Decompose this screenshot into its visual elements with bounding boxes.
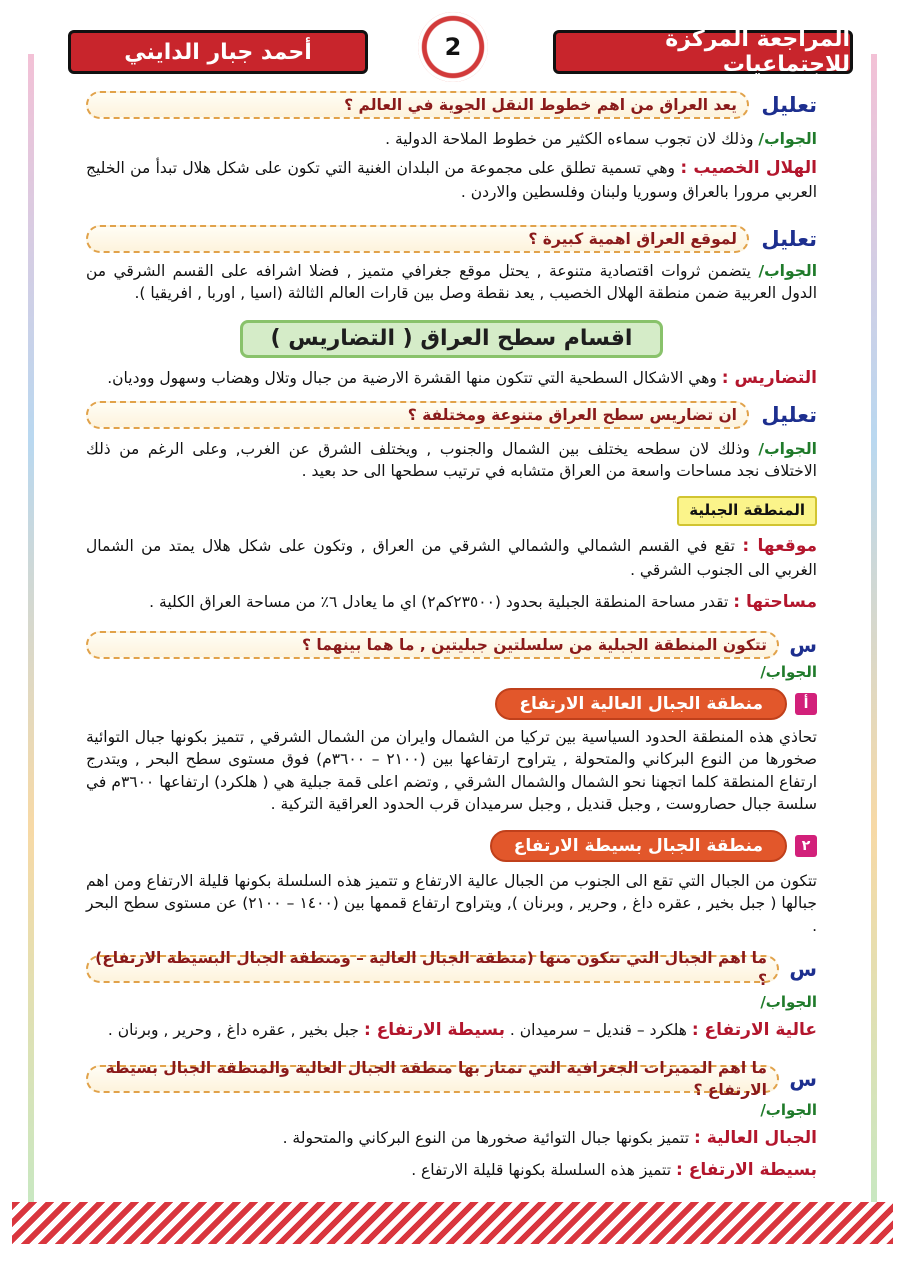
definition-text: وهي تسمية تطلق على مجموعة من البلدان الغنية التي تكون على شكل هلال تبدأ من الخليج العربي مرورا بالعراق وسوريا ولبنان وفلسطين والاردن .: [86, 159, 817, 201]
question-tag: س: [789, 1066, 817, 1091]
question-tag: تعليل: [761, 226, 817, 251]
high-label: عالية الارتفاع :: [691, 1020, 817, 1040]
decorative-stripes: [12, 1202, 893, 1244]
question-text: ما اهم المميزات الجغرافية التي تمتاز بها منطقة الجبال العالية والمنطقة الجبال بسيطة الارتفاع ؟: [86, 1065, 779, 1093]
subsection-header: [86, 688, 817, 720]
answer-label: الجواب/: [760, 1101, 817, 1119]
location-label: موقعها :: [742, 536, 817, 556]
answer: [86, 128, 817, 150]
definition: [86, 156, 817, 203]
question-tag: س: [789, 632, 817, 657]
question-text: ما اهم الجبال التي تتكون منها (منطقة الجبال العالية – ومنطقة الجبال البسيطة الارتفاع) ؟: [86, 955, 779, 983]
definition-label: الهلال الخصيب :: [680, 158, 817, 178]
header-title: المراجعة المركزة للاجتماعيات: [553, 30, 853, 74]
question-tag: س: [789, 956, 817, 981]
page-number-badge: 2: [418, 12, 488, 82]
answer-label: الجواب/: [760, 993, 817, 1011]
answer-label: الجواب/: [758, 262, 818, 280]
subsection-header: [86, 830, 817, 862]
question-row: [86, 1058, 817, 1099]
header-author: أحمد جبار الدايني: [68, 30, 368, 74]
question-text: تتكون المنطقة الجبلية من سلسلتين جبليتين , ما هما بينهما ؟: [86, 631, 779, 659]
answer-text: وذلك لان سطحه يختلف بين الشمال والجنوب , ويختلف الشرق عن الغرب, وعلى الرغم من ذلك الاختلاف نجد مساحات واسعة من العراق متشابه في ترتيب سطحها الى حد بعيد .: [86, 440, 817, 481]
answer-item: [86, 1126, 817, 1151]
answer-label: الجواب/: [760, 663, 817, 681]
definition-text: وهي الاشكال السطحية التي تتكون منها القشرة الارضية من جبال وتلال وهضاب وسهول ووديان.: [107, 369, 717, 387]
area-text: تقدر مساحة المنطقة الجبلية بحدود (٢٣٥٠٠كم٢) اي ما يعادل ٦٪ من مساحة العراق الكلية .: [149, 593, 729, 611]
section-banner-wrap: [86, 320, 817, 358]
question-row: [86, 88, 817, 122]
subsection-number: ٢: [795, 835, 817, 857]
question-row: [86, 222, 817, 256]
low-label: بسيطة الارتفاع :: [675, 1160, 817, 1180]
definition-label: التضاريس :: [721, 368, 817, 388]
decorative-border-right: [871, 54, 877, 1214]
low-text: جبل بخير , عقره داغ , وحرير , وبرنان .: [107, 1021, 359, 1039]
answer: [86, 260, 817, 305]
question-row: [86, 628, 817, 662]
decorative-border-left: [28, 54, 34, 1214]
question-text: يعد العراق من اهم خطوط النقل الجوية في العالم ؟: [86, 91, 749, 119]
subsection-text: تحاذي هذه المنطقة الحدود السياسية بين تركيا من الشمال وايران من الشمال الشرقي , تتميز بكونها جبال التوائية صخورها من النوع البركاني والمتحولة , يتراوح ارتفاعها بين (٢١٠٠ – ٣٦٠٠م) فوق مستوى سطح البحر , ويتدرج ارتفاع المنطقة كلما اتجهنا نحو الشمال والشمال الشرقي , وتضم اعلى قمة جبلية هي ( هلكرد) ارتفاعها ٣٦٠٠م في سلسة جبال حصاروست , وجبل قنديل , وجبل سرميدان قرب الحدود العراقية التركية .: [86, 728, 817, 814]
question-row: [86, 948, 817, 989]
question-row: [86, 398, 817, 432]
answer-list: [86, 1018, 817, 1043]
region-tag: المنطقة الجبلية: [677, 496, 817, 526]
low-text: تتميز هذه السلسلة بكونها قليلة الارتفاع .: [411, 1161, 672, 1179]
definition: [86, 366, 817, 391]
location: [86, 534, 817, 581]
question-text: لموقع العراق اهمية كبيرة ؟: [86, 225, 749, 253]
answer-text: وذلك لان تجوب سماءه الكثير من خطوط الملاحة الدولية .: [385, 130, 754, 148]
low-label: بسيطة الارتفاع :: [363, 1020, 505, 1040]
area: [86, 590, 817, 615]
answer-item: [86, 1158, 817, 1183]
answer: [86, 438, 817, 483]
subsection-title: منطقة الجبال بسيطة الارتفاع: [490, 830, 787, 862]
question-tag: تعليل: [761, 92, 817, 117]
question-text: ان تضاريس سطح العراق متنوعة ومختلفة ؟: [86, 401, 749, 429]
region-tag-wrap: [86, 496, 817, 526]
high-text: تتميز بكونها جبال التوائية صخورها من النوع البركاني والمتحولة .: [282, 1129, 690, 1147]
subsection-title: منطقة الجبال العالية الارتفاع: [495, 688, 787, 720]
location-text: تقع في القسم الشمالي والشمالي الشرقي من العراق , وتكون على شكل هلال يمتد من الشمال الغربي الى الجنوب الشرقي .: [86, 537, 817, 579]
area-label: مساحتها :: [733, 592, 817, 612]
high-text: هلكرد – قنديل – سرميدان .: [509, 1021, 687, 1039]
answer-label: الجواب/: [758, 130, 817, 148]
answer-text: يتضمن ثروات اقتصادية متنوعة , يحتل موقع جغرافي متميز , فضلا اشرافه على القسم الشرقي من الدول العربية ضمن منطقة الهلال الخصيب , يعد نقطة وصل بين قارات العالم الثالثة (اسيا , اوربا , افريقيا ).: [86, 262, 817, 303]
subsection-text: تتكون من الجبال التي تقع الى الجنوب من الجبال عالية الارتفاع و تتميز هذه السلسلة بكونها قليلة الارتفاع ومن اهم جبالها ( جبل بخير , عقره داغ , وحرير , وبرنان ), ويتراوح ارتفاع قممها بين (١٤٠٠ – ٢١٠٠) عن مستوى سطح البحر .: [86, 872, 817, 935]
answer-label: الجواب/: [758, 440, 817, 458]
subsection-number: أ: [795, 693, 817, 715]
high-label: الجبال العالية :: [694, 1128, 817, 1148]
section-banner: اقسام سطح العراق ( التضاريس ): [240, 320, 664, 358]
question-tag: تعليل: [761, 402, 817, 427]
